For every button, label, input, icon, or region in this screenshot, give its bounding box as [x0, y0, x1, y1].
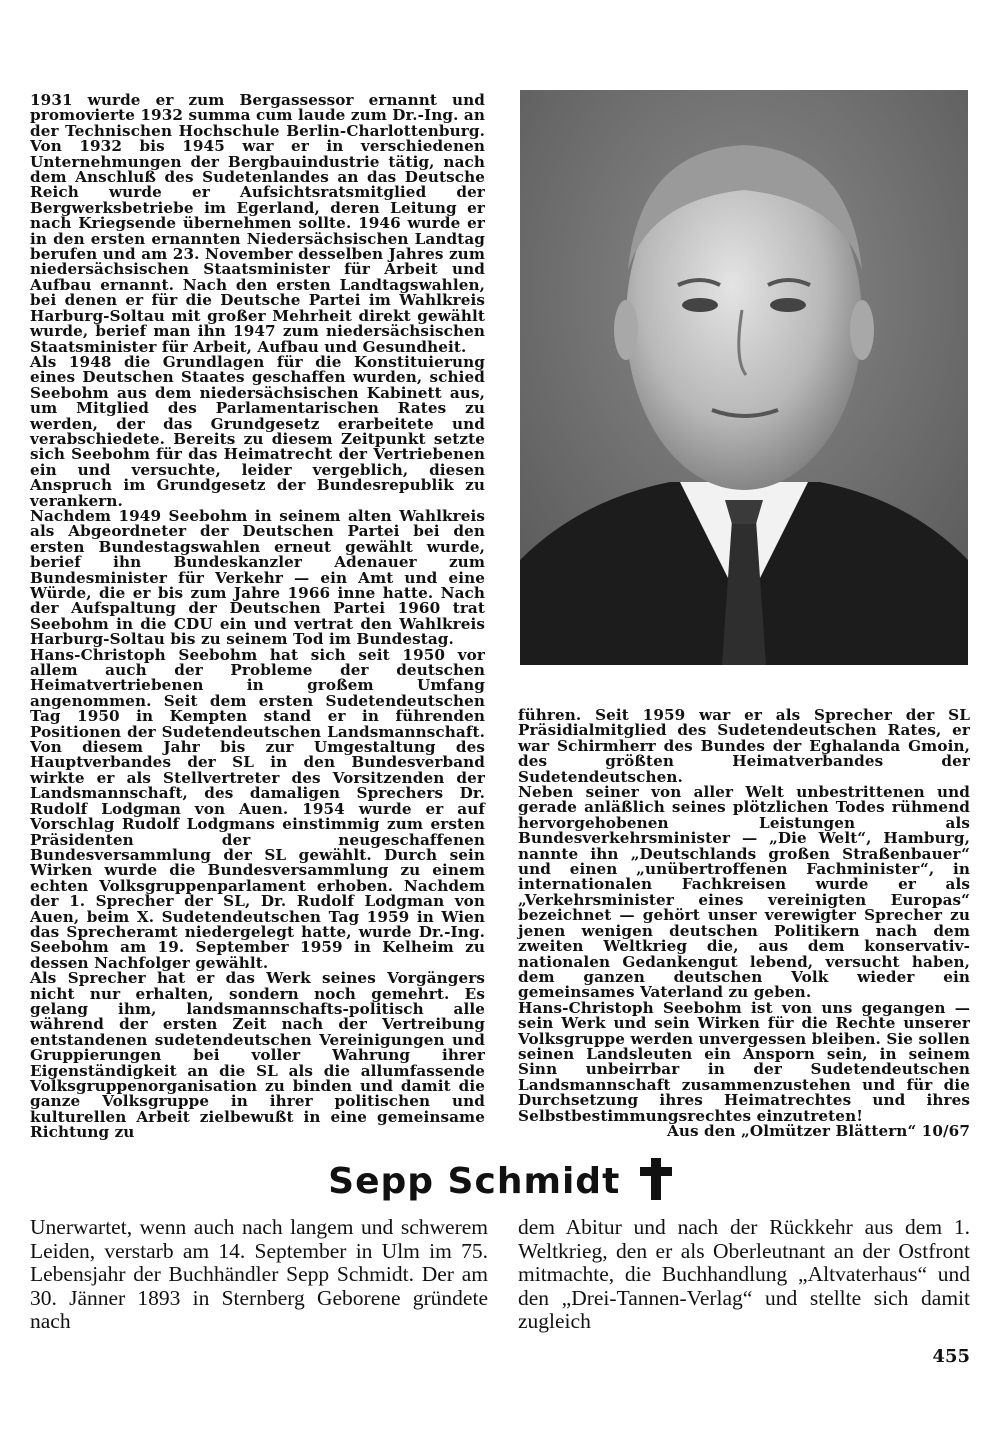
obituary-paragraph: Unerwartet, wenn auch nach langem und schwerem Leiden, verstarb am 14. September in Ulm im 75. Lebensjahr der Buchhändler Sepp Schmidt. Der am 30. Jänner 1893 in Sternberg Geborene gründete nach — [30, 1215, 488, 1333]
obituary-paragraph: dem Abitur und nach der Rückkehr aus dem 1. Weltkrieg, den er als Oberleutnant an der Ostfront mitmachte, die Buchhandlung „Altvaterhaus“ und den „Drei-Tannen-Verlag“ und stellte sich damit zugleich — [518, 1215, 970, 1333]
obituary-left-column — [30, 1216, 488, 1334]
portrait-illustration — [520, 90, 968, 665]
portrait-photo — [520, 90, 968, 665]
article-paragraph: Nachdem 1949 Seebohm in seinem alten Wahlkreis als Abgeordneter der Deutschen Partei bei den ersten Bundestagswahlen erneut gewählt wurde, berief ihn Bundeskanzler Adenauer zum Bundesminister für Verkehr — ein Amt und eine Würde, die er bis zum Jahre 1966 inne hatte. Nach der Aufspaltung der Deutschen Partei 1960 trat Seebohm in die CDU ein und vertrat den Wahlkreis Harburg-Soltau bis zu seinem Tod im Bundestag. — [30, 506, 485, 649]
article-paragraph: Als Sprecher hat er das Werk seines Vorgängers nicht nur erhalten, sondern noch gemehrt. Es gelang ihm, landsmannschafts-politisch alle während der ersten Zeit nach der Vertreibung entstandenen sudetendeutschen Vereinigungen und Gruppierungen bei voller Wahrung ihrer Eigenständigkeit an die SL als die allumfassende Volksgruppenorganisation zu binden und damit die ganze Volksgruppe in ihrer politischen und kulturellen Arbeit zielbewußt in eine gemeinsame Richtung zu — [30, 969, 485, 1142]
article-paragraph: Als 1948 die Grundlagen für die Konstituierung eines Deutschen Staates geschaffen wurden, schied Seebohm aus dem niedersächsischen Kabinett aus, um Mitglied des Parlamentarischen Rates zu werden, der das Grundgesetz erarbeitete und verabschiedete. Bereits zu diesem Zeitpunkt setzte sich Seebohm für das Heimatrecht der Vertriebenen ein und versuchte, leider vergeblich, diesen Anspruch im Grundgesetz der Bundesrepublik zu verankern. — [30, 352, 485, 510]
article-closing-paragraph: Hans-Christoph Seebohm ist von uns gegangen — sein Werk und sein Wirken für die Rechte unserer Volksgruppe werden unvergessen bleiben. Sie sollen seinen Landsleuten ein Ansporn sein, in seinem Sinn unbeirrbar in der Sudetendeutschen Landsmannschaft zusammenzustehen und für die Durchsetzung ihres Heimatrechtes und ihres Selbstbestimmungsrechtes einzutreten! — [518, 998, 970, 1125]
cross-icon — [640, 1158, 672, 1200]
article-right-column — [518, 708, 970, 1139]
article-paragraph: Hans-Christoph Seebohm hat sich seit 1950 vor allem auch der Probleme der deutschen Heimatvertriebenen in großem Umfang angenommen. Seit dem ersten Sudetendeutschen Tag 1950 in Kempten stand er in führenden Positionen der Sudetendeutschen Landsmannschaft. Von diesem Jahr bis zur Umgestaltung des Hauptverbandes der SL in den Bundesverband wirkte er als Stellvertreter des Vorsitzenden der Landsmannschaft, des damaligen Sprechers Dr. Rudolf Lodgman von Auen. 1954 wurde er auf Vorschlag Rudolf Lodgmans einstimmig zum ersten Präsidenten der neugeschaffenen Bundesversammlung der SL gewählt. Durch sein Wirken wurde die Bundesversammlung zu einem echten Volksgruppenparlament erhoben. Nachdem der 1. Sprecher der SL, Dr. Rudolf Lodgman von Auen, beim X. Sudetendeutschen Tag 1959 in Wien das Sprecheramt niedergelegt hatte, wurde Dr.-Ing. Seebohm am 19. September 1959 in Kelheim zu dessen Nachfolger gewählt. — [30, 645, 485, 972]
obituary-right-column — [518, 1216, 970, 1334]
article-paragraph: führen. Seit 1959 war er als Sprecher der SL Präsidialmitglied des Sudetendeutschen Rates, er war Schirmherr des Bundes der Eghalanda Gmoin, des größten Heimatverbandes der Sudetendeutschen. — [518, 706, 970, 786]
article-left-column — [30, 93, 485, 1141]
obituary-headline — [0, 1160, 1000, 1204]
article-paragraph: 1931 wurde er zum Bergassessor ernannt und promovierte 1932 summa cum laude zum Dr.-Ing. an der Technischen Hochschule Berlin-Charlottenburg. Von 1932 bis 1945 war er in verschiedenen Unternehmungen der Bergbauindustrie tätig, nach dem Anschluß des Sudetenlandes an das Deutsche Reich wurde er Aufsichtsratsmitglied der Bergwerksbetriebe im Egerland, deren Leitung er nach Kriegsende übernehmen sollte. 1946 wurde er in den ersten ernannten Niedersächsischen Landtag berufen und am 23. November desselben Jahres zum niedersächsischen Staatsminister für Arbeit und Aufbau ernannt. Nach den ersten Landtagswahlen, bei denen er für die Deutsche Partei im Wahlkreis Harburg-Soltau mit großer Mehrheit direkt gewählt wurde, berief man ihn 1947 zum niedersächsischen Staatsminister für Arbeit, Aufbau und Gesundheit. — [30, 91, 485, 356]
page-number: 455 — [932, 1346, 970, 1367]
article-paragraph: Neben seiner von aller Welt unbestrittenen und gerade anläßlich seines plötzlichen Todes rühmend hervorgehobenen Leistungen als Bundesverkehrsminister — „Die Welt“, Hamburg, nannte ihn „Deutschlands großen Straßenbauer“ und einen „unübertroffenen Fachminister“, in internationalen Fachkreisen wurde er als „Verkehrsminister eines vereinigten Europas“ bezeichnet — gehört unser verewigter Sprecher zu jenen wenigen deutschen Politikern nach dem zweiten Weltkrieg die, aus dem konservativ-nationalen Gedankengut lebend, versucht haben, dem ganzen deutschen Volk wieder ein gemeinsames Vaterland zu geben. — [518, 783, 970, 1002]
article-end-line — [518, 1121, 970, 1140]
headline-text: Sepp Schmidt — [328, 1161, 621, 1202]
source-credit: Aus den „Olmützer Blättern“ 10/67 — [666, 1121, 970, 1140]
